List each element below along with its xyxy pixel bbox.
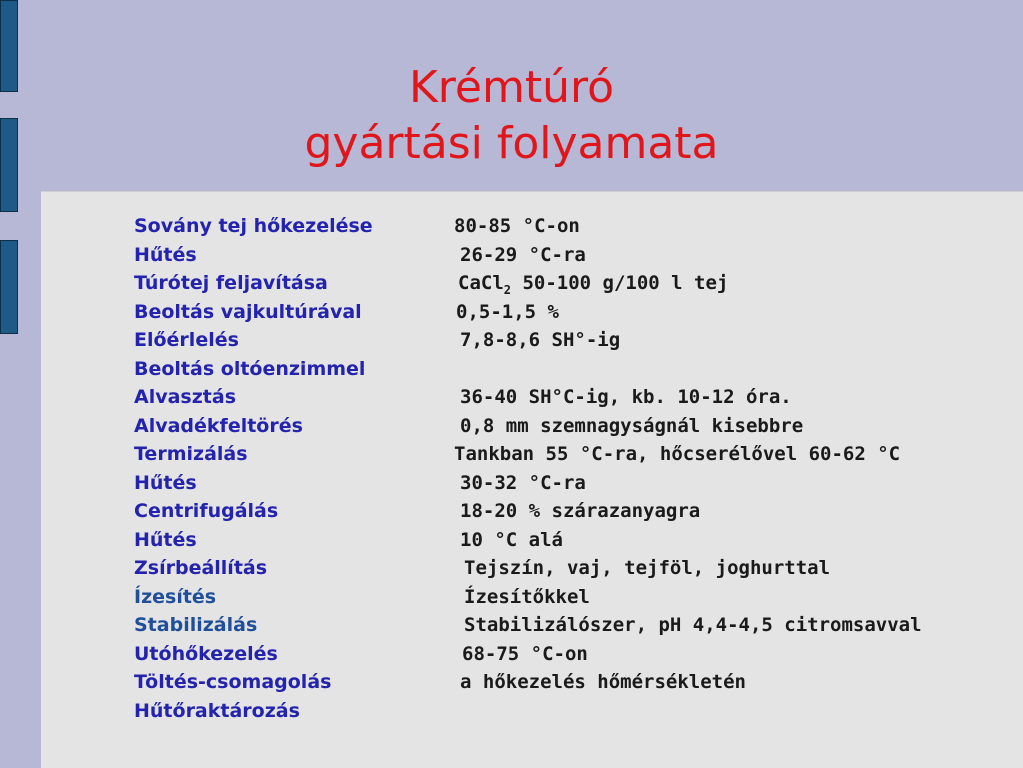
step-label: Termizálás [134, 443, 248, 465]
title-line-1: Krémtúró [408, 62, 615, 113]
step-label: Beoltás oltóenzimmel [134, 357, 366, 380]
step-label: Túrótej feljavítása [134, 272, 328, 294]
step-label: Zsírbeállítás [134, 557, 268, 579]
step-value: 80-85 °C-on [454, 215, 580, 237]
step-value: 18-20 % szárazanyagra [460, 500, 701, 522]
step-value: 26-29 °C-ra [460, 243, 586, 266]
step-value: 30-32 °C-ra [460, 471, 586, 494]
step-value: 7,8-8,6 SH°-ig [460, 329, 621, 351]
step-label: Töltés-csomagolás [134, 671, 332, 693]
step-label: Beoltás vajkultúrával [134, 300, 362, 323]
step-label: Hűtés [134, 471, 197, 494]
step-value: 0,5-1,5 % [456, 300, 559, 323]
step-label: Sovány tej hőkezelése [134, 215, 373, 237]
step-value: 36-40 SH°C-ig, kb. 10-12 óra. [460, 386, 792, 408]
title-line-2: gyártási folyamata [304, 118, 719, 169]
step-label: Hűtőraktározás [134, 699, 300, 722]
value-rest: 50-100 g/100 l tej [511, 272, 729, 294]
step-label: Centrifugálás [134, 500, 279, 522]
value-formula: CaCl [458, 272, 504, 294]
step-label: Ízesítés [134, 585, 217, 608]
step-value: 68-75 °C-on [462, 642, 588, 665]
step-label: Alvasztás [134, 386, 237, 408]
step-value: Stabilizálószer, pH 4,4-4,5 citromsavval [464, 614, 922, 636]
step-label: Stabilizálás [134, 614, 258, 636]
step-label: Hűtés [134, 528, 197, 551]
page-title [0, 60, 1023, 172]
step-label: Hűtés [134, 243, 197, 266]
step-value: Tejszín, vaj, tejföl, joghurttal [464, 557, 831, 579]
step-value: 0,8 mm szemnagyságnál kisebbre [460, 414, 804, 437]
step-value: 10 °C alá [460, 528, 563, 551]
step-value: a hőkezelés hőmérsékletén [460, 671, 746, 693]
side-tab [0, 240, 18, 334]
step-value: Ízesítőkkel [464, 585, 590, 608]
step-label: Előérlelés [134, 329, 239, 351]
value-subscript: 2 [503, 282, 511, 297]
step-label: Utóhőkezelés [134, 642, 278, 665]
step-label: Alvadékfeltörés [134, 414, 303, 437]
step-value: Tankban 55 °C-ra, hőcserélővel 60-62 °C [454, 443, 901, 465]
